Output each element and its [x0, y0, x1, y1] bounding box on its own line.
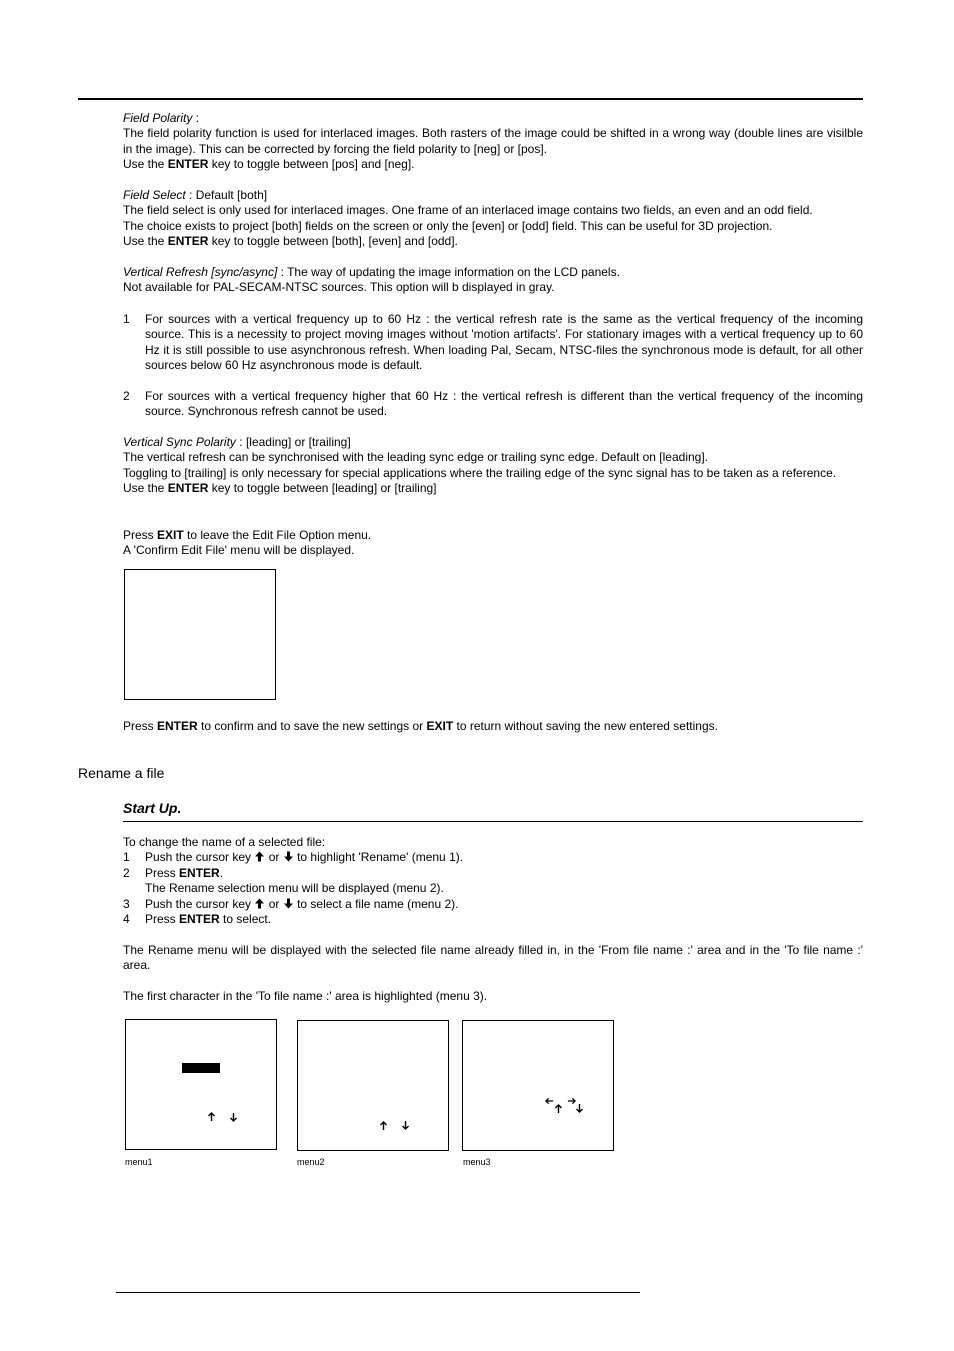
arrow-up-icon [554, 1104, 563, 1114]
header-rule [78, 98, 863, 100]
arrow-up-icon [379, 1121, 388, 1131]
menu1-highlight-bar [182, 1063, 220, 1073]
arrow-up-icon [254, 898, 265, 909]
arrow-down-icon [283, 898, 294, 909]
section-title: Rename a file [78, 765, 165, 781]
step2-number: 2 [123, 866, 130, 880]
field-select-use: Use the ENTER key to toggle between [both], [even] and [odd]. [123, 234, 458, 249]
vertical-refresh-line2: Not available for PAL-SECAM-NTSC sources. This option will b displayed in gray. [123, 280, 555, 295]
menu2-caption: menu2 [297, 1157, 325, 1167]
step2-line2: The Rename selection menu will be displayed (menu 2). [145, 881, 444, 896]
arrow-up-icon [207, 1112, 216, 1122]
confirm-line: Press ENTER to confirm and to save the new settings or EXIT to return without saving the new entered settings. [123, 719, 718, 733]
vertical-sync-heading: Vertical Sync Polarity : [leading] or [trailing] [123, 435, 351, 449]
step1-number: 1 [123, 850, 130, 864]
field-select-heading: Field Select : Default [both] [123, 188, 268, 202]
step3-number: 3 [123, 897, 130, 911]
subheading-rule [123, 821, 863, 822]
exit-block [123, 528, 863, 559]
step1-text: Push the cursor key or to highlight 'Rename' (menu 1). [145, 850, 464, 864]
step4-number: 4 [123, 912, 130, 926]
menu1-image [125, 1019, 277, 1150]
confirm-edit-file-menu-image [124, 569, 276, 700]
vertical-refresh-item2-number: 2 [123, 389, 130, 403]
arrow-down-icon [575, 1103, 584, 1113]
exit-line1: Press EXIT to leave the Edit File Option menu. [123, 528, 372, 542]
startup-intro: To change the name of a selected file: [123, 835, 326, 849]
footer-rule [116, 1292, 640, 1293]
arrow-down-icon [401, 1120, 410, 1130]
vertical-refresh-item1-text: For sources with a vertical frequency up to 60 Hz : the vertical refresh rate is the same as the vertical frequency of the incoming source. This is a necessity to project moving images without 'motion artifacts'. For stationary images with a vertical frequency up to 60 Hz it is still possible to use asynchronous refresh. When loading Pal, Secam, NTSC-files the synchronous mode is default, for all other sources below 60 Hz asynchronous mode is default. [145, 312, 863, 373]
subheading: Start Up. [123, 800, 182, 816]
rename-para2: The first character in the 'To file name :' area is highlighted (menu 3). [123, 989, 488, 1003]
field-select-line1: The field select is only used for interlaced images. One frame of an interlaced image contains two fields, an even and an odd field. [123, 203, 813, 218]
step3-text: Push the cursor key or to select a file name (menu 2). [145, 897, 459, 911]
vertical-refresh-item2-text: For sources with a vertical frequency higher that 60 Hz : the vertical refresh is different than the vertical frequency of the incoming source. Synchronous refresh cannot be used. [145, 389, 863, 419]
vertical-refresh-heading: Vertical Refresh [sync/async] : The way of updating the image information on the LCD panels. [123, 265, 620, 279]
field-polarity-use: Use the ENTER key to toggle between [pos] and [neg]. [123, 157, 415, 172]
step4-text: Press ENTER to select. [145, 912, 272, 926]
rename-para1: The Rename menu will be displayed with the selected file name already filled in, in the 'From file name :' area and in the 'To file name :' area. [123, 943, 863, 973]
field-polarity-heading: Field Polarity : [123, 111, 200, 125]
field-select-block [123, 188, 863, 250]
vertical-sync-line2: Toggling to [trailing] is only necessary for special applications where the trailing edge of the sync signal has to be taken as a reference. [123, 465, 837, 480]
exit-line2: A 'Confirm Edit File' menu will be displayed. [123, 543, 355, 558]
arrow-down-icon [229, 1112, 238, 1122]
vertical-refresh-block [123, 265, 863, 296]
menu2-image [297, 1020, 449, 1151]
field-polarity-desc: The field polarity function is used for interlaced images. Both rasters of the image could be shifted in a wrong way (double lines are visilble in the image). This can be corrected by forcing the field polarity to [neg] or [pos]. [123, 126, 863, 156]
menu3-image [462, 1020, 614, 1151]
field-select-line2: The choice exists to project [both] fields on the screen or only the [even] or [odd] field. This can be useful for 3D projection. [123, 218, 773, 233]
vertical-refresh-item1-number: 1 [123, 312, 130, 326]
arrow-down-icon [283, 851, 294, 862]
step2-text: Press ENTER. The Rename selection menu will be displayed (menu 2). [145, 866, 863, 897]
vertical-sync-block [123, 435, 863, 497]
field-polarity-block [123, 111, 863, 173]
menu3-caption: menu3 [463, 1157, 491, 1167]
vertical-sync-use: Use the ENTER key to toggle between [leading] or [trailing] [123, 481, 437, 496]
vertical-sync-line1: The vertical refresh can be synchronised with the leading sync edge or trailing sync edge. Default on [leading]. [123, 450, 708, 465]
menu1-caption: menu1 [125, 1157, 153, 1167]
arrow-left-icon [545, 1096, 554, 1106]
arrow-up-icon [254, 851, 265, 862]
